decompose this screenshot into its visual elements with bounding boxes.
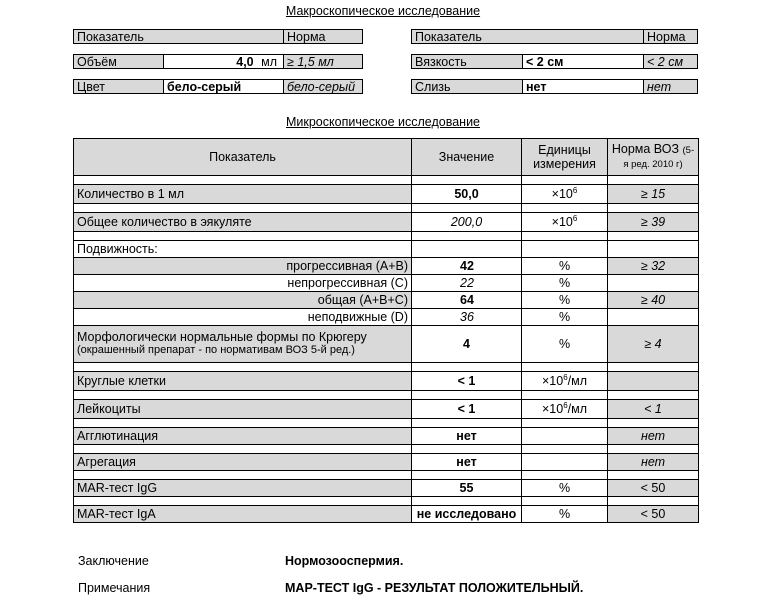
aggregation-value: нет [412, 454, 522, 471]
leukocytes-value: < 1 [412, 400, 522, 419]
morph-unit: % [522, 326, 608, 363]
macro-left-header [74, 30, 363, 44]
leukocytes-param: Лейкоциты [74, 400, 412, 419]
macro-title: Макроскопическое исследование [285, 4, 481, 18]
aggregation-param: Агрегация [74, 454, 412, 471]
agglutination-unit [522, 428, 608, 445]
leukocytes-norm: < 1 [608, 400, 699, 419]
macro-left-row-color [74, 80, 363, 94]
micro-row-total-motility [74, 292, 699, 309]
progressive-unit: % [522, 258, 608, 275]
macro-color-norm: бело-серый [284, 80, 363, 94]
micro-header-row [74, 139, 699, 176]
count-norm: ≥ 15 [608, 185, 699, 204]
notes-label: Примечания [78, 581, 151, 595]
micro-row-progressive [74, 258, 699, 275]
macro-volume-value-cell [164, 55, 284, 69]
round-cells-unit: $\times 10^6/мл$ [522, 372, 608, 391]
aggregation-norm: нет [608, 454, 699, 471]
morph-value: 4 [412, 326, 522, 363]
aggregation-unit [522, 454, 608, 471]
micro-header-value: Значение [412, 139, 522, 176]
macro-viscosity-norm: < 2 см [644, 55, 698, 69]
mar-igg-norm: < 50 [608, 480, 699, 497]
micro-header-norm-line2: я ред. 2010 г) [623, 159, 683, 170]
macro-volume-value: 4,0 [236, 54, 254, 69]
macro-right-row-mucus [412, 80, 698, 94]
total-motility-param: общая (A+B+C) [74, 292, 412, 309]
round-cells-norm [608, 372, 699, 391]
micro-header-units-line1: Единицы [538, 143, 591, 157]
mar-iga-value: не исследовано [412, 506, 522, 523]
macro-right-row-viscosity [412, 55, 698, 69]
total-motility-unit: % [522, 292, 608, 309]
immotile-norm [608, 309, 699, 326]
macro-volume-norm: ≥ 1,5 мл [284, 55, 363, 69]
agglutination-param: Агглютинация [74, 428, 412, 445]
conclusion-label: Заключение [78, 554, 149, 568]
progressive-norm: ≥ 32 [608, 258, 699, 275]
notes-value: МАР-ТЕСТ IgG - РЕЗУЛЬТАТ ПОЛОЖИТЕЛЬНЫЙ. [285, 581, 584, 595]
macro-right-table [411, 29, 698, 94]
conclusion-value: Нормозооспермия. [285, 554, 404, 568]
macro-viscosity-param: Вязкость [412, 55, 523, 69]
immotile-param: неподвижные (D) [74, 309, 412, 326]
count-value: 50,0 [412, 185, 522, 204]
total-unit: $\times 10^6$ [522, 213, 608, 232]
mar-igg-param: MAR-тест IgG [74, 480, 412, 497]
morph-param [74, 326, 412, 363]
agglutination-value: нет [412, 428, 522, 445]
macro-left-header-param: Показатель [74, 30, 284, 44]
progressive-param: прогрессивная (A+B) [74, 258, 412, 275]
macro-right-header-param: Показатель [412, 30, 644, 44]
total-norm: ≥ 39 [608, 213, 699, 232]
micro-row-mar-igg [74, 480, 699, 497]
immotile-unit: % [522, 309, 608, 326]
agglutination-norm: нет [608, 428, 699, 445]
micro-header-units-line2: измерения [533, 157, 596, 171]
leukocytes-unit: $\times 10^6/мл$ [522, 400, 608, 419]
micro-header-norm-line1-small: (5- [682, 145, 695, 156]
total-motility-value: 64 [412, 292, 522, 309]
macro-left-table [73, 29, 363, 94]
morph-norm: ≥ 4 [608, 326, 699, 363]
micro-row-motility [74, 241, 699, 258]
micro-row-total [74, 213, 699, 232]
micro-header-norm-line1: Норма ВОЗ [611, 142, 680, 156]
mar-igg-value: 55 [412, 480, 522, 497]
micro-title: Микроскопическое исследование [285, 115, 481, 129]
nonprogressive-value: 22 [412, 275, 522, 292]
macro-color-value: бело-серый [164, 80, 284, 94]
progressive-value: 42 [412, 258, 522, 275]
micro-row-immotile [74, 309, 699, 326]
macro-mucus-norm: нет [644, 80, 698, 94]
count-param: Количество в 1 мл [74, 185, 412, 204]
macro-viscosity-value: < 2 см [523, 55, 644, 69]
micro-row-mar-iga [74, 506, 699, 523]
micro-row-count [74, 185, 699, 204]
macro-volume-param: Объём [74, 55, 164, 69]
total-motility-norm: ≥ 40 [608, 292, 699, 309]
micro-row-round-cells [74, 372, 699, 391]
micro-header-param: Показатель [74, 139, 412, 176]
round-cells-param: Круглые клетки [74, 372, 412, 391]
immotile-value: 36 [412, 309, 522, 326]
micro-row-agglutination [74, 428, 699, 445]
nonprogressive-unit: % [522, 275, 608, 292]
mar-iga-param: MAR-тест IgA [74, 506, 412, 523]
mar-igg-unit: % [522, 480, 608, 497]
mar-iga-norm: < 50 [608, 506, 699, 523]
nonprogressive-param: непрогрессивная (C) [74, 275, 412, 292]
macro-mucus-param: Слизь [412, 80, 523, 94]
micro-row-nonprogressive [74, 275, 699, 292]
nonprogressive-norm [608, 275, 699, 292]
macro-left-row-volume [74, 55, 363, 69]
morph-param-line2: (окрашенный препарат - по нормативам ВОЗ 5-й ред.) [77, 344, 355, 356]
round-cells-value: < 1 [412, 372, 522, 391]
count-unit: $\times 10^6$ [522, 185, 608, 204]
macro-color-param: Цвет [74, 80, 164, 94]
micro-row-morph [74, 326, 699, 363]
micro-header-norm [608, 139, 699, 176]
total-param: Общее количество в эякуляте [74, 213, 412, 232]
morph-param-line1: Морфологически нормальные формы по Крюгеру [77, 330, 367, 344]
macro-right-header [412, 30, 698, 44]
macro-right-header-norm: Норма [644, 30, 698, 44]
micro-row-leukocytes [74, 400, 699, 419]
mar-iga-unit: % [522, 506, 608, 523]
micro-row-aggregation [74, 454, 699, 471]
motility-param: Подвижность: [74, 241, 412, 258]
macro-left-header-norm: Норма [284, 30, 363, 44]
total-value: 200,0 [412, 213, 522, 232]
micro-header-units [522, 139, 608, 176]
macro-mucus-value: нет [523, 80, 644, 94]
macro-volume-unit: мл [261, 54, 278, 69]
micro-table [73, 138, 699, 523]
